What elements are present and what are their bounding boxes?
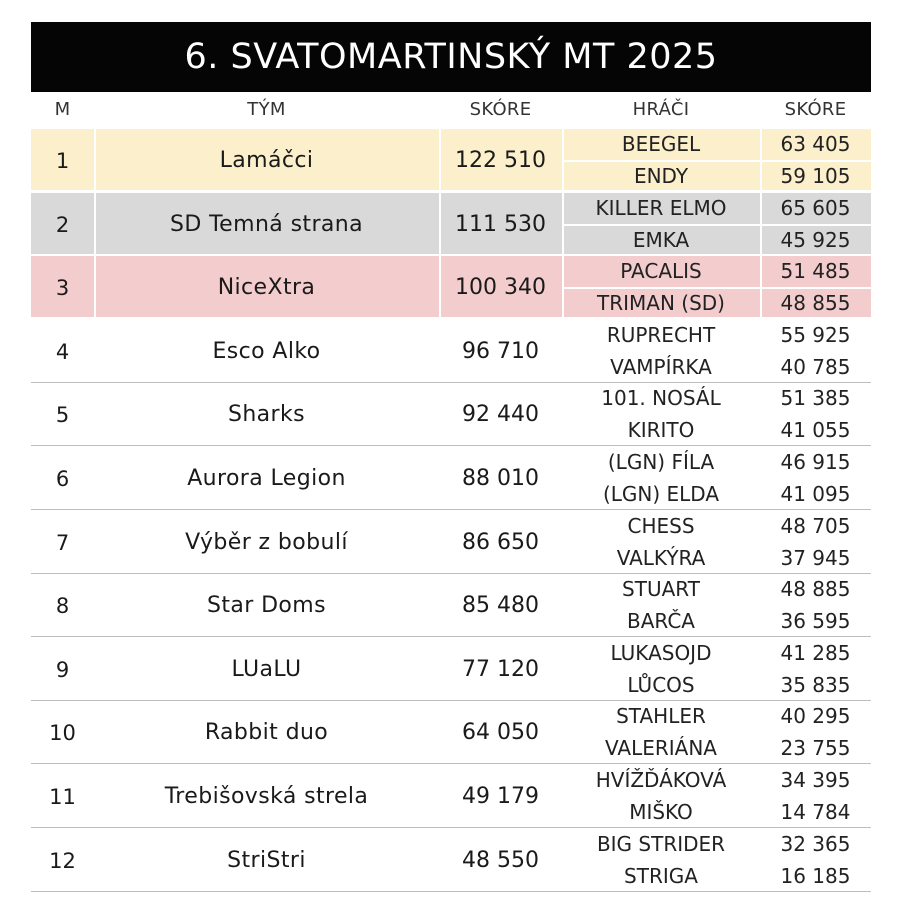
player-name: VAMPÍRKA xyxy=(610,355,712,379)
player-name: HVÍŽĎÁKOVÁ xyxy=(595,768,727,792)
rank-cell: 12 xyxy=(49,848,76,873)
player-score: 14 784 xyxy=(780,800,851,824)
cell-divider xyxy=(562,224,871,226)
player-name: (LGN) ELDA xyxy=(602,482,720,506)
player-score: 46 915 xyxy=(780,450,851,474)
header-team: TÝM xyxy=(247,99,286,120)
row-divider xyxy=(31,763,871,764)
team-score: 122 510 xyxy=(455,148,546,173)
cell-divider xyxy=(439,129,441,190)
rank-cell: 9 xyxy=(55,657,70,682)
player-score: 65 605 xyxy=(780,196,851,220)
player-score: 55 925 xyxy=(780,323,851,347)
rank-cell: 7 xyxy=(55,530,70,555)
team-score: 88 010 xyxy=(462,466,539,491)
team-name: Lamáčci xyxy=(219,148,314,173)
row-divider xyxy=(31,509,871,510)
player-name: 101. NOSÁL xyxy=(601,386,721,410)
table-row xyxy=(31,383,871,446)
player-score: 48 885 xyxy=(780,577,851,601)
table-row xyxy=(31,574,871,637)
player-name: BIG STRIDER xyxy=(596,832,726,856)
player-score: 51 485 xyxy=(780,259,851,283)
team-score: 92 440 xyxy=(462,402,539,427)
player-name: LŮCOS xyxy=(627,673,695,697)
player-score: 35 835 xyxy=(780,673,851,697)
team-name: SD Temná strana xyxy=(169,212,364,237)
row-divider xyxy=(31,891,871,892)
table-row xyxy=(31,829,871,892)
player-score: 41 095 xyxy=(780,482,851,506)
team-score: 86 650 xyxy=(462,530,539,555)
player-name: STAHLER xyxy=(616,704,706,728)
team-score: 100 340 xyxy=(455,275,546,300)
player-name: CHESS xyxy=(627,514,695,538)
cell-divider xyxy=(94,129,96,190)
team-name: Trebišovská strela xyxy=(164,784,369,809)
table-row xyxy=(31,447,871,510)
team-name: Výběr z bobulí xyxy=(185,530,348,555)
team-score: 96 710 xyxy=(462,339,539,364)
row-divider xyxy=(31,636,871,637)
team-score: 48 550 xyxy=(462,848,539,873)
table-row xyxy=(31,765,871,828)
player-name: LUKASOJD xyxy=(610,641,712,665)
header-rank: M xyxy=(54,99,71,120)
player-score: 37 945 xyxy=(780,546,851,570)
player-name: BARČA xyxy=(627,609,695,633)
player-name: PACALIS xyxy=(620,259,702,283)
rank-cell: 1 xyxy=(55,148,70,173)
table-header xyxy=(31,94,871,126)
cell-divider xyxy=(439,193,441,254)
cell-divider xyxy=(562,287,871,289)
player-name: MIŠKO xyxy=(629,800,693,824)
player-score: 45 925 xyxy=(780,228,851,252)
team-name: Aurora Legion xyxy=(187,466,346,491)
player-score: 59 105 xyxy=(780,164,851,188)
player-score: 34 395 xyxy=(780,768,851,792)
team-name: Rabbit duo xyxy=(204,720,329,745)
player-name: STRIGA xyxy=(624,864,698,888)
rank-cell: 10 xyxy=(49,720,76,745)
player-score: 23 755 xyxy=(780,736,851,760)
rank-cell: 6 xyxy=(55,466,70,491)
rank-cell: 2 xyxy=(55,212,70,237)
team-name: Sharks xyxy=(227,402,306,427)
player-score: 40 295 xyxy=(780,704,851,728)
player-score: 51 385 xyxy=(780,386,851,410)
table-row xyxy=(31,256,871,319)
player-name: BEEGEL xyxy=(621,132,701,156)
player-name: EMKA xyxy=(632,228,690,252)
header-players: HRÁČI xyxy=(632,99,690,120)
player-score: 32 365 xyxy=(780,832,851,856)
rank-cell: 3 xyxy=(55,275,70,300)
rank-cell: 4 xyxy=(55,339,70,364)
player-name: RUPRECHT xyxy=(606,323,716,347)
team-name: LUaLU xyxy=(231,657,302,682)
cell-divider xyxy=(439,256,441,317)
player-score: 40 785 xyxy=(780,355,851,379)
player-name: KIRITO xyxy=(627,418,695,442)
player-name: VALERIÁNA xyxy=(605,736,717,760)
header-score: SKÓRE xyxy=(469,99,532,120)
row-divider xyxy=(31,827,871,828)
cell-divider xyxy=(94,193,96,254)
team-name: StriStri xyxy=(227,848,306,873)
rank-cell: 11 xyxy=(49,784,76,809)
player-name: STUART xyxy=(622,577,700,601)
rank-cell: 8 xyxy=(55,593,70,618)
player-score: 41 055 xyxy=(780,418,851,442)
player-name: KILLER ELMO xyxy=(595,196,727,220)
row-divider xyxy=(31,445,871,446)
player-score: 63 405 xyxy=(780,132,851,156)
player-name: TRIMAN (SD) xyxy=(597,291,725,315)
team-score: 77 120 xyxy=(462,657,539,682)
player-score: 48 705 xyxy=(780,514,851,538)
table-row xyxy=(31,320,871,383)
team-name: NiceXtra xyxy=(217,275,316,300)
player-score: 41 285 xyxy=(780,641,851,665)
table-row xyxy=(31,193,871,256)
team-score: 64 050 xyxy=(462,720,539,745)
player-score: 16 185 xyxy=(780,864,851,888)
player-name: VALKÝRA xyxy=(616,546,706,570)
page-title: 6. SVATOMARTINSKÝ MT 2025 xyxy=(31,22,871,92)
team-name: Star Doms xyxy=(206,593,326,618)
team-score: 111 530 xyxy=(455,212,546,237)
table-row xyxy=(31,638,871,701)
cell-divider xyxy=(562,160,871,162)
player-name: (LGN) FÍLA xyxy=(607,450,715,474)
table-row xyxy=(31,701,871,764)
team-score: 49 179 xyxy=(462,784,539,809)
player-name: ENDY xyxy=(633,164,689,188)
team-name: Esco Alko xyxy=(212,339,321,364)
team-score: 85 480 xyxy=(462,593,539,618)
header-player-score: SKÓRE xyxy=(784,99,847,120)
cell-divider xyxy=(94,256,96,317)
table-row xyxy=(31,129,871,192)
table-row xyxy=(31,511,871,574)
player-score: 48 855 xyxy=(780,291,851,315)
rank-cell: 5 xyxy=(55,402,70,427)
player-score: 36 595 xyxy=(780,609,851,633)
